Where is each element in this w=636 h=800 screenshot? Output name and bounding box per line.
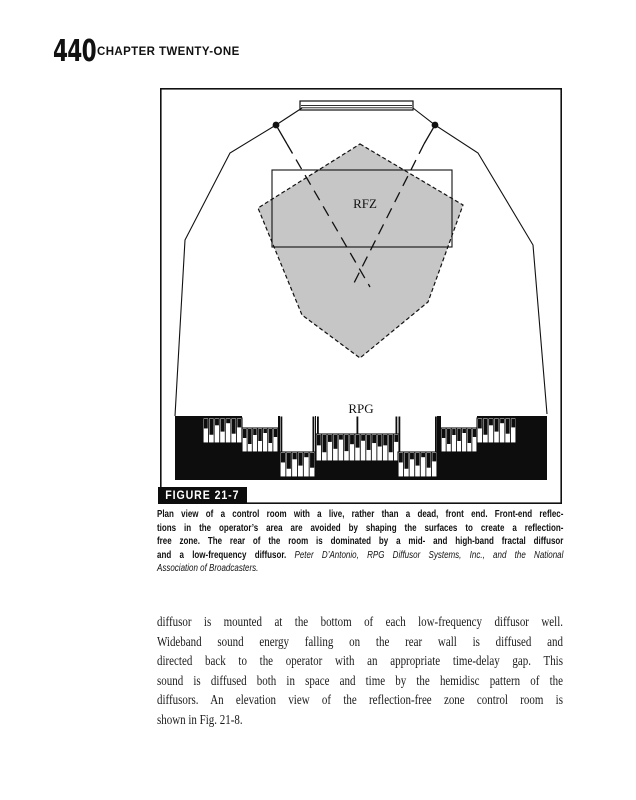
body-line: diffusor is mounted at the bottom of each low-frequency diffusor well. xyxy=(157,614,563,629)
body-line: directed back to the operator with an appropriate time-delay gap. This xyxy=(157,653,563,668)
body-line: sound is diffused both in space and time by the hemidisc pattern of the xyxy=(157,672,563,688)
body-line: shown in Fig. 21-8. xyxy=(157,711,243,727)
control-room-plan-diagram xyxy=(160,88,562,504)
chapter-title: CHAPTER TWENTY-ONE xyxy=(97,46,240,58)
figure-21-7 xyxy=(160,88,562,504)
figure-tag xyxy=(158,487,247,504)
caption-line: tions in the operator’s area are avoided by shaping the surfaces to create a reflection- xyxy=(157,522,564,534)
caption-line: Plan view of a control room with a live, rather than a dead, front end. Front-end reflec- xyxy=(157,509,564,520)
body-line: diffusors. An elevation view of the reflection-free zone control room is xyxy=(157,692,563,707)
body-paragraph xyxy=(157,612,563,729)
caption-line: free zone. The rear of the room is dominated by a mid- and high-band fractal diffusor xyxy=(157,536,564,547)
rpg-label: RPG xyxy=(348,401,374,416)
figure-caption xyxy=(157,508,563,576)
rfz-label: RFZ xyxy=(353,196,377,211)
body-line: Wideband sound energy falling on the rear wall is diffused and xyxy=(157,633,563,649)
reflection-free-zone-shape xyxy=(258,144,463,358)
caption-line: Association of Broadcasters. xyxy=(157,563,259,574)
page-number: 440 xyxy=(53,34,96,69)
figure-tag-label: FIGURE 21-7 xyxy=(165,489,240,502)
control-room-window xyxy=(300,101,413,110)
caption-line: and a low-frequency diffusor. Peter D’Antonio, RPG Diffusor Systems, Inc., and the National xyxy=(157,549,564,561)
